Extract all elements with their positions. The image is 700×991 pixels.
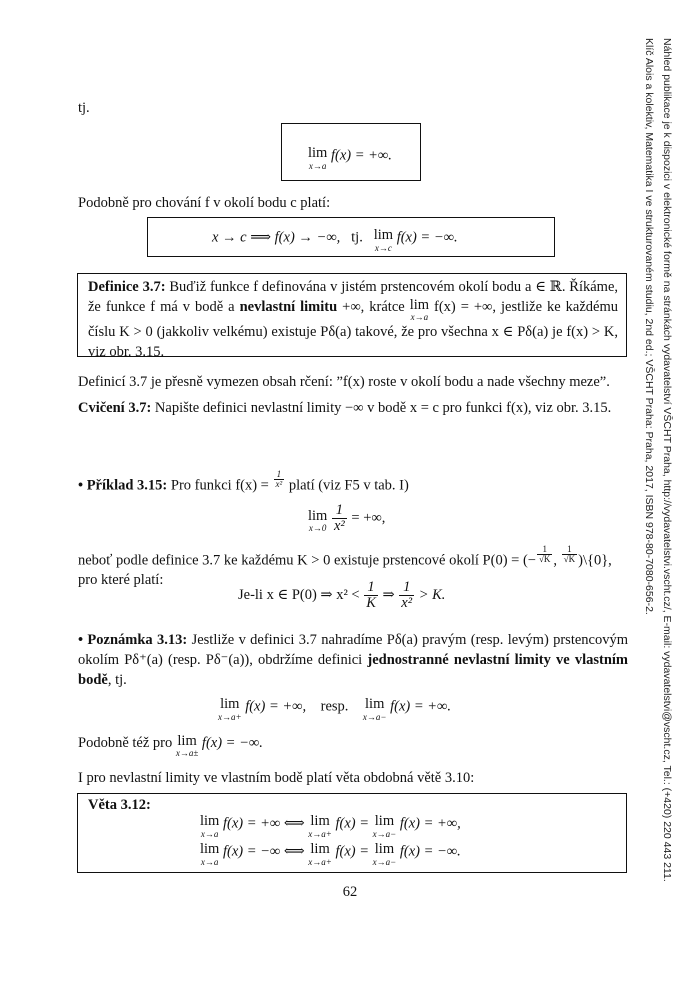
definition-label: Definice 3.7: bbox=[88, 279, 166, 295]
example-text-a: Pro funkci f(x) = bbox=[170, 477, 269, 494]
lim-operator: lim x→c bbox=[373, 227, 394, 253]
fraction-1-over-sqrtK: $\frac{1}{√K}$ bbox=[538, 544, 551, 565]
definition-box bbox=[77, 273, 627, 360]
lim-operator: lim x→a+ bbox=[308, 813, 332, 839]
exercise-text: Napište definici nevlastní limity −∞ v bodě x = c pro funkci f(x), viz obr. 3.15. bbox=[154, 400, 612, 416]
lim-operator: lim x→a− bbox=[372, 841, 397, 867]
example-because-c: pro které platí: bbox=[78, 572, 164, 589]
theorem-row-1-c: f(x) = +∞, bbox=[399, 815, 461, 832]
note-text-b: , tj. bbox=[107, 672, 127, 688]
formula-box-1 bbox=[281, 123, 421, 181]
box2-implication: x → c ⟹ f(x) → −∞, bbox=[212, 229, 341, 246]
similarly-text: Podobně pro chování f v okolí bodu c platí: bbox=[78, 195, 331, 211]
definition-note: Definicí 3.7 je přesně vymezen obsah rčení: ”f(x) roste v okolí bodu a nade všechny meze”. bbox=[78, 374, 610, 390]
proper-text: I pro nevlastní limity ve vlastním bodě platí věta obdobná větě 3.10: bbox=[78, 770, 475, 786]
theorem-label: Věta 3.12: bbox=[88, 797, 151, 813]
lim-operator: lim x→a− bbox=[372, 813, 397, 839]
note-bold-term: jednostranné nevlastní limity ve vlastním bodě bbox=[78, 652, 629, 688]
lim-operator: lim x→a− bbox=[362, 696, 387, 722]
example-because: neboť podle definice 3.7 ke každému K > 0 existuje prstencové okolí P(0) = (− $\frac{1}{√K}$ , $\frac{1}{√K}$ )\{0}, pro které platí: bbox=[78, 544, 612, 589]
example-heading bbox=[78, 470, 628, 495]
example-display bbox=[308, 503, 385, 534]
definition-text-b: +∞, krátce bbox=[342, 299, 405, 315]
note-display bbox=[218, 697, 451, 722]
implication-a: Je-li x ∈ P(0) ⇒ x² < bbox=[238, 587, 360, 604]
theorem-row-2 bbox=[200, 842, 461, 867]
note-resp: resp. bbox=[320, 698, 349, 715]
example-implication bbox=[238, 580, 445, 611]
lim-operator: lim x→a+ bbox=[308, 841, 332, 867]
definition-bold-term: nevlastní limitu bbox=[239, 299, 338, 315]
theorem-row-2-c: f(x) = −∞. bbox=[399, 843, 461, 860]
implication-b: ⇒ bbox=[382, 587, 395, 604]
exercise bbox=[78, 398, 628, 418]
example-display-value: = +∞, bbox=[351, 510, 386, 527]
lim-operator: lim x→a bbox=[409, 296, 430, 322]
lim-operator: lim x→a bbox=[308, 145, 328, 171]
fraction-1-over-x2: $\frac{1}{\text{x²}}$ bbox=[401, 579, 413, 612]
note-text-a: Jestliže v definici 3.7 nahradíme Pδ(a) pravým (resp. levým) prstencovým okolím Pδ⁺(a) (resp. Pδ⁻(a)), obdržíme definici bbox=[78, 632, 629, 668]
box2-tj: tj. bbox=[351, 229, 363, 246]
lim-operator: lim x→a± bbox=[175, 732, 199, 758]
note-paragraph bbox=[78, 630, 628, 690]
box1-formula: f(x) = +∞. bbox=[330, 147, 392, 164]
theorem-row-1 bbox=[200, 814, 461, 839]
side-note-line-2: Klíč Alois a kolektiv, Matematika I ve strukturovaném studiu, 2nd ed.; VŠCHT Praha: Praha, 2017, ISBN 978-80-7080-656-2. bbox=[643, 38, 655, 615]
note-display-a: f(x) = +∞, bbox=[245, 698, 307, 715]
also-text-b: f(x) = −∞. bbox=[201, 735, 263, 751]
page-number: 62 bbox=[342, 884, 358, 900]
theorem-row-1-a: f(x) = +∞ ⟺ bbox=[222, 815, 305, 832]
side-note-line-1: Náhled publikace je k dispozici v elektronické formě na stránkách vydavatelství VŠCHT Praha, http://vydavatelstvi.vscht.cz/, E-mail: vydavatelstvi@vscht.cz, Tel.: (+420) 220 443 211. bbox=[661, 38, 673, 882]
fraction-1-over-K: $\frac{1}{K}$ bbox=[366, 579, 376, 612]
example-text-b: platí (viz F5 v tab. I) bbox=[288, 477, 409, 494]
also-text-a: Podobně též pro bbox=[78, 735, 173, 751]
exercise-label: Cvičení 3.7: bbox=[78, 400, 152, 416]
example-bullet: • bbox=[78, 477, 84, 494]
implication-c: > K. bbox=[418, 587, 446, 604]
example-because-a: neboť podle definice 3.7 ke každému K > 0 existuje prstencové okolí P(0) = (− bbox=[78, 552, 536, 569]
theorem-row-1-b: f(x) = bbox=[335, 815, 370, 832]
lim-operator: lim x→a bbox=[200, 813, 220, 839]
definition-text-a: Buďiž funkce f definována v jistém prstencovém okolí bodu a ∈ ℝ. Říkáme, že funkce f má v bodě a bbox=[88, 279, 619, 315]
fraction-1-over-sqrtK: $\frac{1}{√K}$ bbox=[563, 544, 576, 565]
definition-text-c: f(x) = +∞, jestliže ke každému číslu K > 0 (jakkoliv velkému) existuje Pδ(a) takové, že pro všechna x ∈ Pδ(a) je f(x) > K, viz obr. 3.15. bbox=[88, 299, 619, 360]
fraction-1-over-x2: $\frac{1}{\text{x²}}$ bbox=[333, 502, 345, 535]
lim-operator: lim x→a bbox=[200, 841, 220, 867]
fraction-1-over-x2: $\frac{1}{\text{x²}}$ bbox=[275, 469, 283, 490]
example-label: Příklad 3.15: bbox=[86, 477, 168, 494]
lim-operator: lim x→a+ bbox=[218, 696, 242, 722]
box2-limit: f(x) = −∞. bbox=[396, 229, 458, 246]
formula-box-2 bbox=[147, 217, 555, 257]
theorem-row-2-b: f(x) = bbox=[335, 843, 370, 860]
note-label: • Poznámka 3.13: bbox=[78, 632, 188, 648]
lim-operator: lim x→0 bbox=[308, 507, 328, 534]
theorem-row-2-a: f(x) = −∞ ⟺ bbox=[222, 843, 305, 860]
publisher-side-note bbox=[640, 38, 676, 968]
also-line bbox=[78, 733, 628, 758]
example-because-b: )\{0}, bbox=[578, 552, 612, 569]
tj-line: tj. bbox=[78, 100, 90, 116]
theorem-box bbox=[77, 793, 627, 873]
note-display-b: f(x) = +∞. bbox=[390, 698, 452, 715]
